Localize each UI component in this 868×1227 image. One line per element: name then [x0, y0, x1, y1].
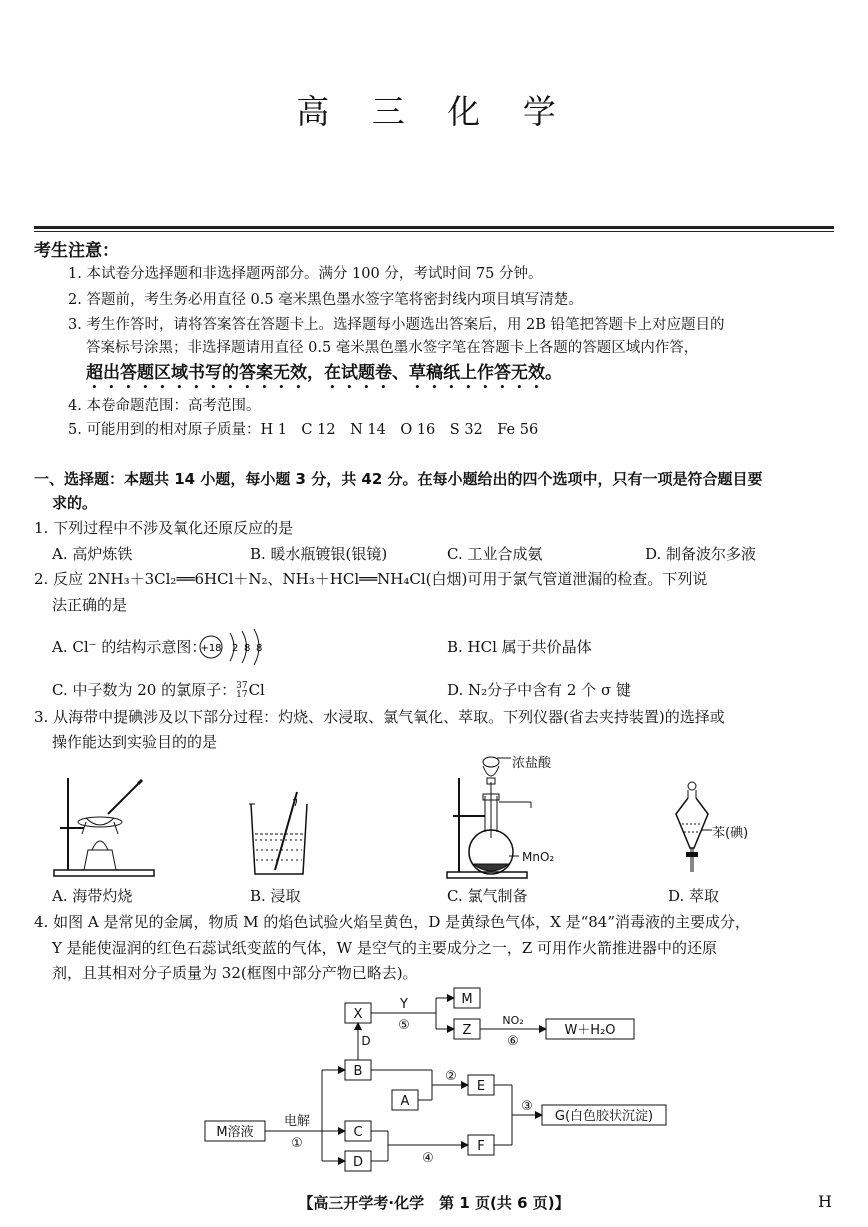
step-2: ②: [445, 1069, 457, 1084]
q1-option-d: D. 制备波尔多液: [645, 545, 757, 563]
q3-option-a: A. 海带灼烧: [52, 887, 133, 905]
paper-code: H: [818, 1192, 832, 1211]
label-w: W＋H₂O: [564, 1023, 616, 1038]
notice-item-3-cont: 答案标号涂黑；非选择题请用直径 0.5 毫米黑色墨水签字笔在答题卡上各题的答题区域内作答，: [86, 340, 699, 356]
q1-option-c: C. 工业合成氨: [447, 545, 543, 563]
atom-shell-1: 2: [232, 643, 239, 654]
q3-stem-line2: 操作能达到实验目的的是: [52, 733, 218, 751]
isotope-atomic: 17: [236, 690, 248, 700]
step-1: ①: [291, 1136, 303, 1151]
q2-option-b: B. HCl 属于共价晶体: [447, 638, 592, 656]
label-concentrated-hcl: 浓盐酸: [512, 756, 552, 771]
notice-warning: 超出答题区域书写的答案无效，在试题卷、草稿纸上作答无效。: [86, 363, 562, 383]
atom-nucleus: +18: [200, 643, 222, 654]
label-no2: NO₂: [502, 1014, 524, 1027]
q1-option-a: A. 高炉炼铁: [52, 545, 133, 563]
notice-heading: 考生注意：: [34, 241, 119, 261]
q4-stem-line1: 4. 如图 A 是常见的金属，物质 M 的焰色试验火焰呈黄色，D 是黄绿色气体，X 是“84”消毒液的主要成分，: [34, 913, 751, 931]
notice-item-5: 5. 可能用到的相对原子质量：H 1 C 12 N 14 O 16 S 32 Fe 56: [68, 422, 539, 438]
step-4: ④: [422, 1151, 434, 1166]
q2-option-a: A. Cl⁻ 的结构示意图：: [52, 638, 207, 656]
atom-shell-2: 8: [244, 643, 251, 654]
page-footer: 【高三开学考·化学 第 1 页(共 6 页)】: [298, 1194, 570, 1212]
notice-item-4: 4. 本卷命题范围：高考范围。: [68, 398, 261, 414]
label-d-arrow: D: [361, 1034, 371, 1048]
section-heading: 一、选择题：本题共 14 小题，每小题 3 分，共 42 分。在每小题给出的四个选项中，只有一项是符合题目要: [34, 470, 763, 488]
label-e: E: [476, 1079, 486, 1094]
q4-stem-line2: Y 是能使湿润的红色石蕊试纸变蓝的气体，W 是空气的主要成分之一，Z 可用作火箭推进器中的还原: [52, 939, 718, 957]
label-z: Z: [462, 1023, 472, 1038]
label-electrolysis: 电解: [283, 1114, 311, 1129]
label-m: M: [461, 992, 473, 1007]
isotope-mass: 37: [236, 681, 248, 691]
q3-stem-line1: 3. 从海带中提碘涉及以下部分过程：灼烧、水浸取、氯气氧化、萃取。下列仪器(省去夹持装置)的选择或: [34, 708, 725, 726]
label-c: C: [353, 1125, 363, 1140]
label-d: D: [352, 1155, 364, 1170]
step-5: ⑤: [398, 1018, 410, 1033]
section-heading-cont: 求的。: [52, 494, 98, 512]
label-benzene-iodine: 苯(碘): [712, 826, 749, 841]
notice-item-3: 3. 考生作答时，请将答案答在答题卡上。选择题每小题选出答案后，用 2B 铅笔把答题卡上对应题目的: [68, 317, 725, 333]
q2-stem-line1: 2. 反应 2NH₃＋3Cl₂══6HCl＋N₂、NH₃＋HCl══NH₄Cl(白烟)可用于氯气管道泄漏的检查。下列说: [34, 570, 708, 588]
q2-stem-line2: 法正确的是: [52, 596, 128, 614]
label-y: Y: [400, 997, 408, 1012]
label-x: X: [353, 1007, 363, 1022]
isotope-symbol: Cl: [248, 681, 265, 699]
label-f: F: [477, 1139, 485, 1154]
q4-stem-line3: 剂，且其相对分子质量为 32(框图中部分产物已略去)。: [52, 964, 418, 982]
label-a: A: [400, 1094, 410, 1109]
q3-option-d: D. 萃取: [668, 887, 720, 905]
q3-option-c: C. 氯气制备: [447, 887, 528, 905]
label-b: B: [353, 1064, 363, 1079]
atom-shell-3: 8: [256, 643, 263, 654]
label-m-solution: M溶液: [216, 1125, 254, 1140]
q2-option-d: D. N₂分子中含有 2 个 σ 键: [447, 681, 632, 699]
notice-item-2: 2. 答题前，考生务必用直径 0.5 毫米黑色墨水签字笔将密封线内项目填写清楚。: [68, 292, 583, 308]
page-title: 高 三 化 学: [296, 92, 572, 131]
q3-option-b: B. 浸取: [250, 887, 301, 905]
q1-option-b: B. 暖水瓶镀银(银镜): [250, 545, 388, 563]
notice-item-1: 1. 本试卷分选择题和非选择题两部分。满分 100 分，考试时间 75 分钟。: [68, 266, 543, 282]
label-mno2: MnO₂: [522, 850, 555, 864]
step-3: ③: [521, 1099, 533, 1114]
label-g: G(白色胶状沉淀): [554, 1109, 654, 1124]
q1-stem: 1. 下列过程中不涉及氧化还原反应的是: [34, 519, 294, 537]
step-6: ⑥: [507, 1034, 519, 1049]
q2-option-c-text: C. 中子数为 20 的氯原子：: [52, 681, 237, 699]
